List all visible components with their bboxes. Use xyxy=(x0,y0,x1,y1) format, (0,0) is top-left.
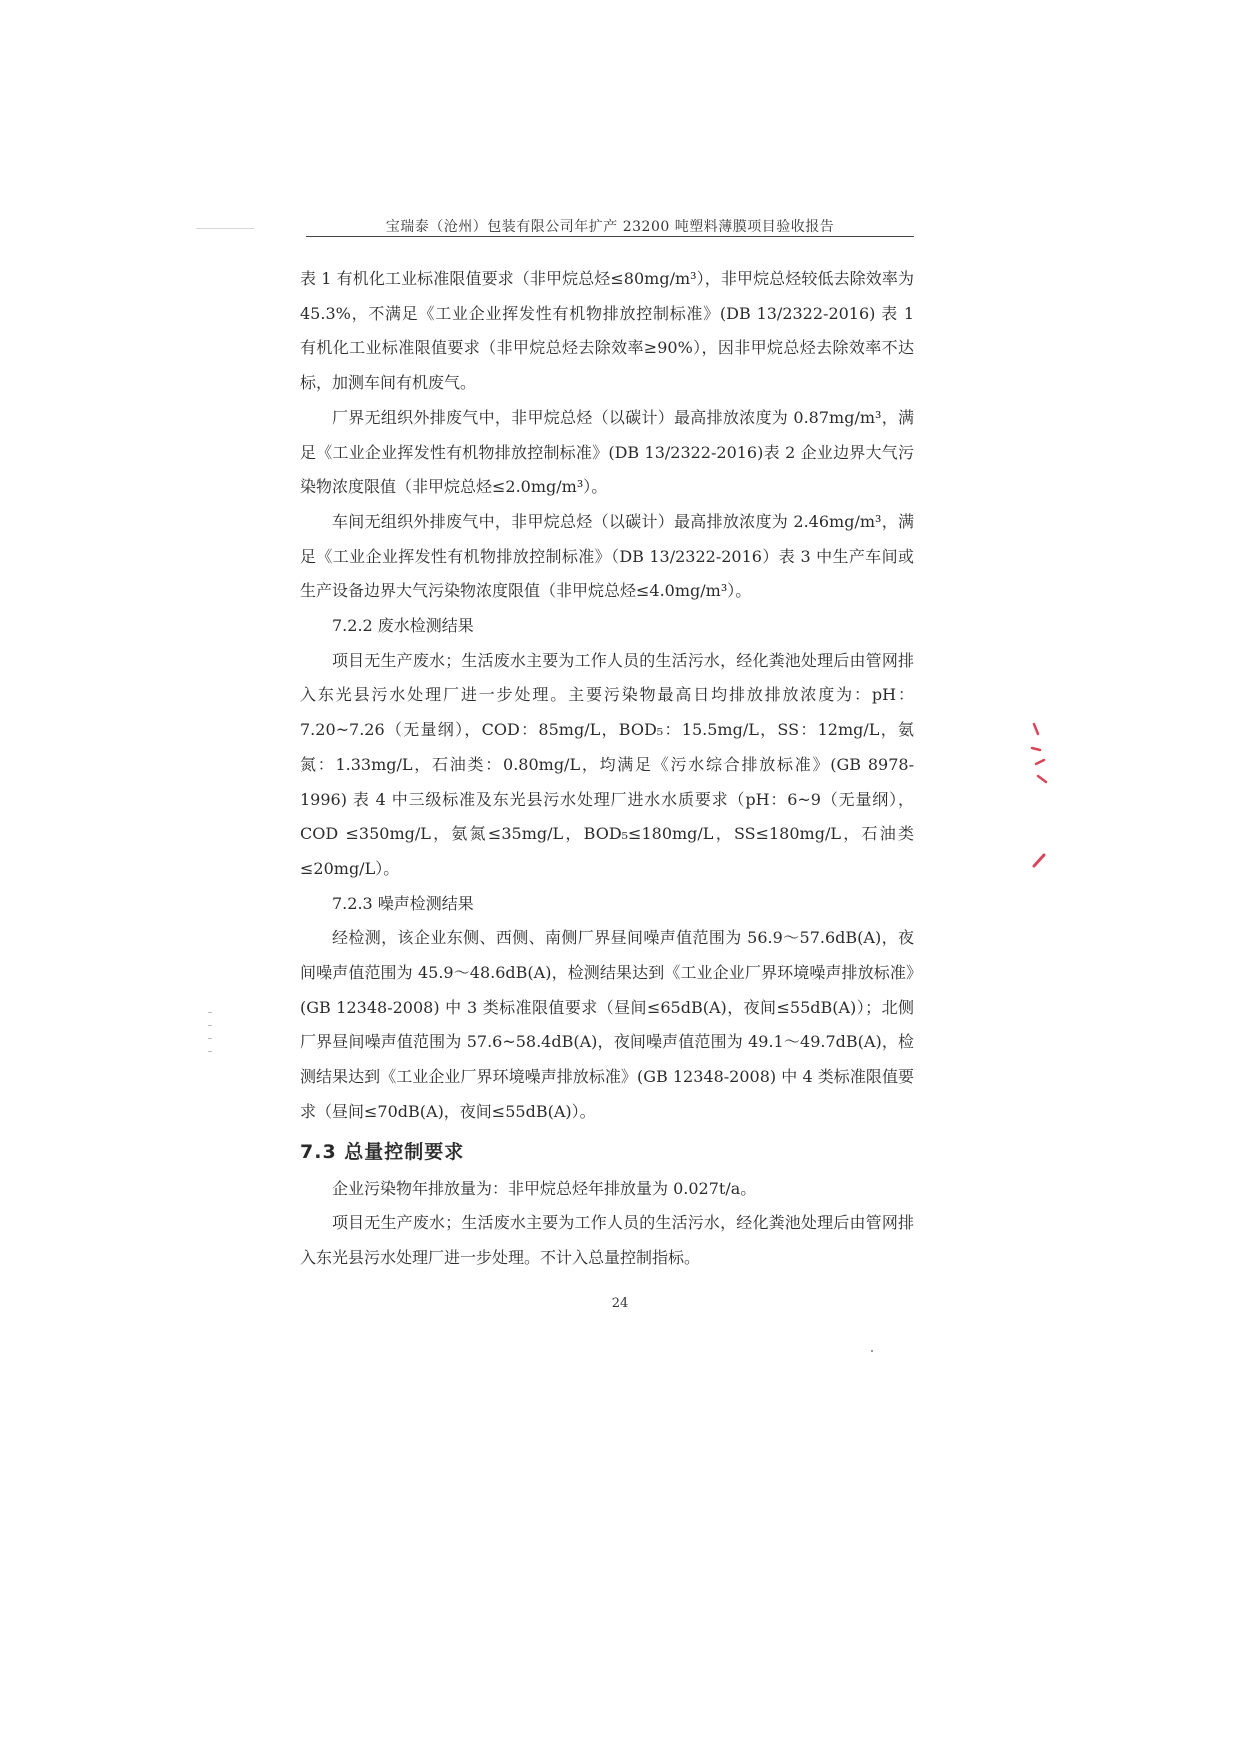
paragraph-boundary-exhaust: 厂界无组织外排废气中，非甲烷总烃（以碳计）最高排放浓度为 0.87mg/m³，满足《工业企业挥发性有机物排放控制标准》(DB 13/2322-2016)表 2 企业边界大气污染物浓度限值（非甲烷总烃≤2.0mg/m³）。 xyxy=(300,407,914,497)
subsection-heading-noise: 7.2.3 噪声检测结果 xyxy=(332,893,474,913)
paragraph-workshop-exhaust: 车间无组织外排废气中，非甲烷总烃（以碳计）最高排放浓度为 2.46mg/m³，满足《工业企业挥发性有机物排放控制标准》（DB 13/2322-2016）表 3 中生产车间或生产设备边界大气污染物浓度限值（非甲烷总烃≤4.0mg/m³）。 xyxy=(300,511,914,601)
seal-edge-mark-lower xyxy=(1032,852,1046,868)
subsection-heading-wastewater: 7.2.2 废水检测结果 xyxy=(332,616,474,636)
scan-artifact-line xyxy=(196,228,254,229)
body-text xyxy=(300,262,914,1276)
seal-edge-mark xyxy=(1030,720,1050,790)
paragraph-wastewater: 项目无生产废水；生活废水主要为工作人员的生活污水，经化粪池处理后由管网排入东光县污水处理厂进一步处理。主要污染物最高日均排放排放浓度为：pH：7.20~7.26（无量纲），COD：85mg/L，BOD₅：15.5mg/L，SS：12mg/L，氨氮：1.33mg/L，石油类：0.80mg/L，均满足《污水综合排放标准》(GB 8978-1996) 表 4 中三级标准及东光县污水处理厂进水水质要求（pH：6~9（无量纲），COD ≤350mg/L，氨氮≤35mg/L，BOD₅≤180mg/L，SS≤180mg/L，石油类≤20mg/L）。 xyxy=(300,650,914,878)
paragraph-noise: 经检测，该企业东侧、西侧、南侧厂界昼间噪声值范围为 56.9～57.6dB(A)，夜间噪声值范围为 45.9～48.6dB(A)，检测结果达到《工业企业厂界环境噪声排放标准》(GB 12348-2008) 中 3 类标准限值要求（昼间≤65dB(A)，夜间≤55dB(A)）；北侧厂界昼间噪声值范围为 57.6~58.4dB(A)，夜间噪声值范围为 49.1～49.7dB(A)，检测结果达到《工业企业厂界环境噪声排放标准》(GB 12348-2008) 中 4 类标准限值要求（昼间≤70dB(A)，夜间≤55dB(A)）。 xyxy=(300,928,914,1121)
running-header: 宝瑞泰（沧州）包装有限公司年扩产 23200 吨塑料薄膜项目验收报告 xyxy=(385,219,835,235)
paragraph-no-production-wastewater: 项目无生产废水；生活废水主要为工作人员的生活污水，经化粪池处理后由管网排入东光县污水处理厂进一步处理。不计入总量控制指标。 xyxy=(300,1213,914,1267)
paragraph-continuation: 表 1 有机化工业标准限值要求（非甲烷总烃≤80mg/m³），非甲烷总烃较低去除效率为 45.3%，不满足《工业企业挥发性有机物排放控制标准》(DB 13/2322-2016) 表 1 有机化工业标准限值要求（非甲烷总烃去除效率≥90%），因非甲烷总烃去除效率不达标，加测车间有机废气。 xyxy=(300,269,914,393)
scan-artifact-ticks xyxy=(208,1012,212,1064)
section-heading-total-control: 7.3 总量控制要求 xyxy=(300,1140,465,1163)
page-number: 24 xyxy=(611,1296,629,1311)
scan-artifact-dot xyxy=(871,1350,873,1352)
header-rule xyxy=(306,236,914,237)
paragraph-annual-emission: 企业污染物年排放量为：非甲烷总烃年排放量为 0.027t/a。 xyxy=(332,1178,757,1198)
